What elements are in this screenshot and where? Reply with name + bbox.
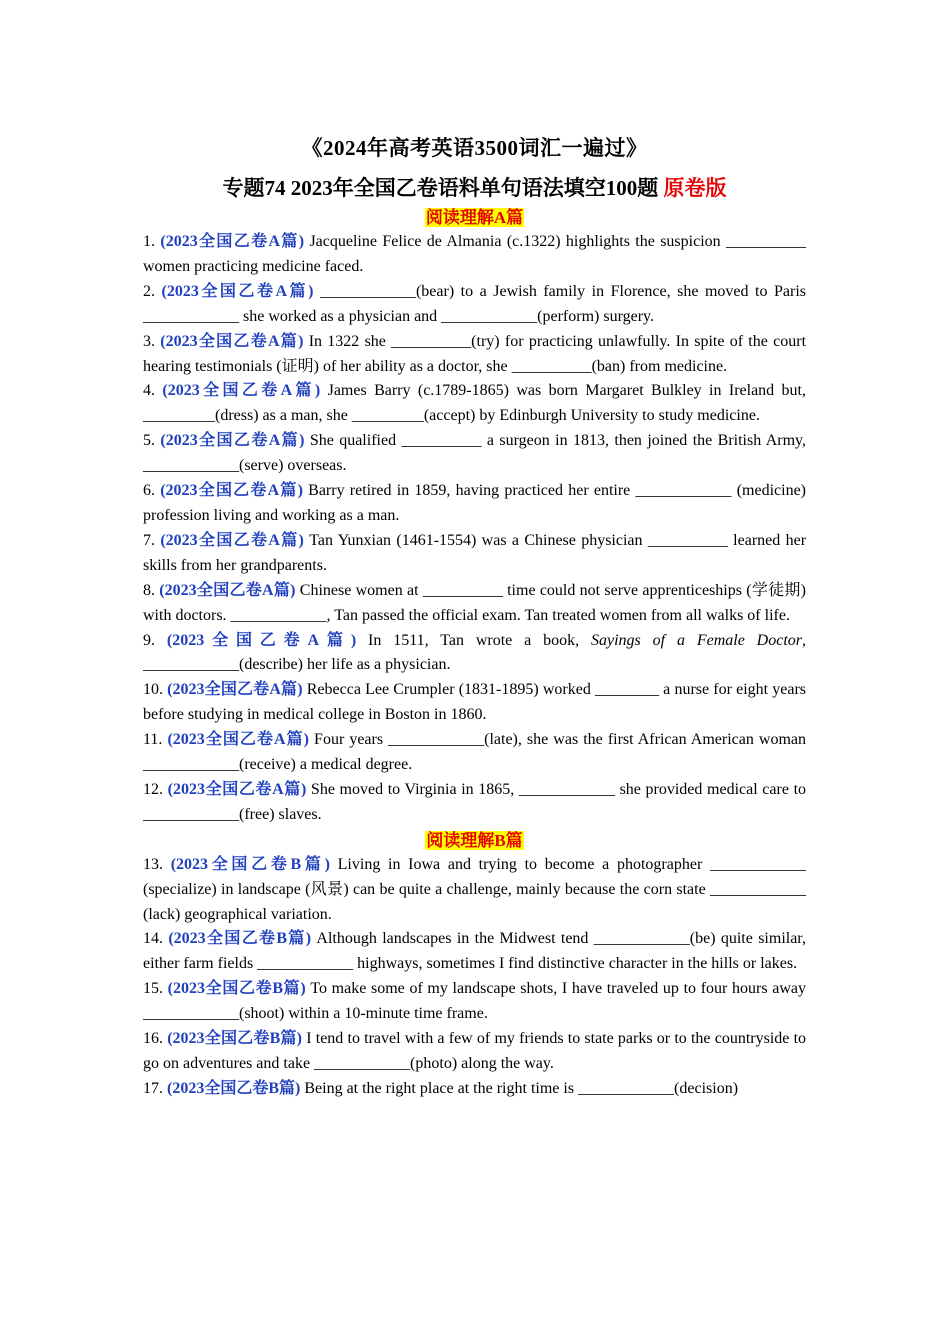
question-text: Tan Yunxian (1461-1554) was a Chinese physician __________ learned her skills from her grandparents. xyxy=(143,531,807,574)
subtitle-tag: 原卷版 xyxy=(663,176,727,200)
question-item xyxy=(143,479,806,529)
question-item xyxy=(143,230,806,280)
question-number: 6. xyxy=(143,482,155,500)
question-item xyxy=(143,977,806,1027)
question-text: James Barry (c.1789-1865) was born Margaret Bulkley in Ireland but, _________(dress) as a man, she _________(accept) by Edinburgh University to study medicine. xyxy=(143,382,806,425)
question-number: 15. xyxy=(143,980,163,998)
question-item xyxy=(143,579,806,629)
question-item xyxy=(143,280,806,330)
page-subtitle xyxy=(143,173,806,203)
question-item xyxy=(143,629,806,679)
question-text: I tend to travel with a few of my friends to state parks or to the countryside to go on adventures and take ____________(photo) along the way. xyxy=(143,1030,807,1072)
question-number: 17. xyxy=(143,1079,163,1097)
question-number: 13. xyxy=(143,855,163,873)
question-item xyxy=(143,678,806,728)
question-text: Rebecca Lee Crumpler (1831-1895) worked ________ a nurse for eight years before studying in medical college in Boston in 1860. xyxy=(143,681,807,724)
question-source: (2023全国乙卷A篇) xyxy=(162,382,321,400)
question-number: 14. xyxy=(143,930,163,948)
question-item xyxy=(143,927,806,977)
question-number: 2. xyxy=(143,282,155,300)
question-text: Being at the right place at the right time is ____________(decision) xyxy=(304,1079,739,1097)
section-heading-label: 阅读理解A篇 xyxy=(425,208,524,227)
question-number: 9. xyxy=(143,631,155,649)
question-number: 5. xyxy=(143,432,155,450)
question-source: (2023全国乙卷A篇) xyxy=(166,631,357,649)
question-number: 16. xyxy=(143,1030,163,1048)
question-source: (2023全国乙卷A篇) xyxy=(160,233,305,250)
question-text: She moved to Virginia in 1865, ____________ she provided medical care to ____________(free) slaves. xyxy=(143,780,807,823)
question-source: (2023全国乙卷A篇) xyxy=(167,780,307,798)
question-item xyxy=(143,379,806,429)
question-text: Living in Iowa and trying to become a photographer ____________ (specialize) in landscape (风景) can be quite a challenge, mainly because the corn state ____________ (lack) geographical variation. xyxy=(143,855,806,923)
section-heading xyxy=(143,207,806,229)
question-number: 8. xyxy=(143,581,155,599)
question-source: (2023全国乙卷A篇) xyxy=(159,581,296,599)
question-number: 3. xyxy=(143,332,155,350)
question-text: ____________(bear) to a Jewish family in Florence, she moved to Paris ____________ she worked as a physician and ____________(perform) surgery. xyxy=(143,282,807,325)
question-item xyxy=(143,1077,806,1102)
question-number: 10. xyxy=(143,681,163,699)
question-number: 11. xyxy=(143,731,163,749)
section-heading xyxy=(143,830,806,852)
question-number: 4. xyxy=(143,382,155,400)
question-list xyxy=(143,207,806,1102)
book-title: Sayings of a Female Doctor xyxy=(591,631,803,649)
question-item xyxy=(143,778,806,828)
question-source: (2023全国乙卷B篇) xyxy=(168,930,312,948)
question-text: Barry retired in 1859, having practiced her entire ____________ (medicine) profession living and working as a man. xyxy=(143,482,807,524)
question-text: In 1322 she __________(try) for practicing unlawfully. In spite of the court hearing testimonials (证明) of her ability as a doctor, she __________(ban) from medicine. xyxy=(143,332,807,375)
section-heading-label: 阅读理解B篇 xyxy=(426,830,523,850)
question-source: (2023全国乙卷B篇) xyxy=(167,980,306,998)
question-item xyxy=(143,529,806,579)
question-item xyxy=(143,429,806,479)
question-source: (2023全国乙卷A篇) xyxy=(160,531,304,549)
question-item xyxy=(143,728,806,778)
question-text: She qualified __________ a surgeon in 1813, then joined the British Army, ____________(serve) overseas. xyxy=(143,432,807,475)
question-text: In 1511, Tan wrote a book, Sayings of a Female Doctor, ____________(describe) her life as a physician. xyxy=(143,631,807,674)
question-source: (2023全国乙卷A篇) xyxy=(161,282,314,300)
question-item xyxy=(143,853,806,928)
question-text: Four years ____________(late), she was the first African American woman ____________(receive) a medical degree. xyxy=(143,731,806,774)
question-number: 1. xyxy=(143,233,155,250)
question-source: (2023全国乙卷A篇) xyxy=(160,482,303,500)
question-source: (2023全国乙卷A篇) xyxy=(167,681,303,699)
question-number: 12. xyxy=(143,780,163,798)
question-text: Jacqueline Felice de Almania (c.1322) highlights the suspicion __________ women practicing medicine faced. xyxy=(143,233,807,275)
question-text: Chinese women at __________ time could not serve apprenticeships (学徒期) with doctors. ____________, Tan passed the official exam. Tan treated women from all walks of life. xyxy=(143,581,807,624)
document-page xyxy=(143,133,806,1102)
page-title: 《2024年高考英语3500词汇一遍过》 xyxy=(301,136,648,160)
question-source: (2023全国乙卷A篇) xyxy=(160,432,305,450)
question-source: (2023全国乙卷A篇) xyxy=(167,731,309,749)
question-text: Although landscapes in the Midwest tend ____________(be) quite similar, either farm fields ____________ highways, sometimes I find distinctive character in the hills or lakes. xyxy=(143,930,806,973)
question-source: (2023全国乙卷B篇) xyxy=(167,1079,301,1097)
subtitle-main: 专题74 2023年全国乙卷语料单句语法填空100题 xyxy=(222,176,659,200)
question-number: 7. xyxy=(143,531,155,549)
question-source: (2023全国乙卷A篇) xyxy=(160,332,304,350)
question-item xyxy=(143,330,806,380)
question-source: (2023全国乙卷B篇) xyxy=(170,855,330,873)
question-item xyxy=(143,1027,806,1077)
question-text: To make some of my landscape shots, I have traveled up to four hours away ____________(shoot) within a 10-minute time frame. xyxy=(143,980,807,1023)
question-source: (2023全国乙卷B篇) xyxy=(167,1030,302,1048)
